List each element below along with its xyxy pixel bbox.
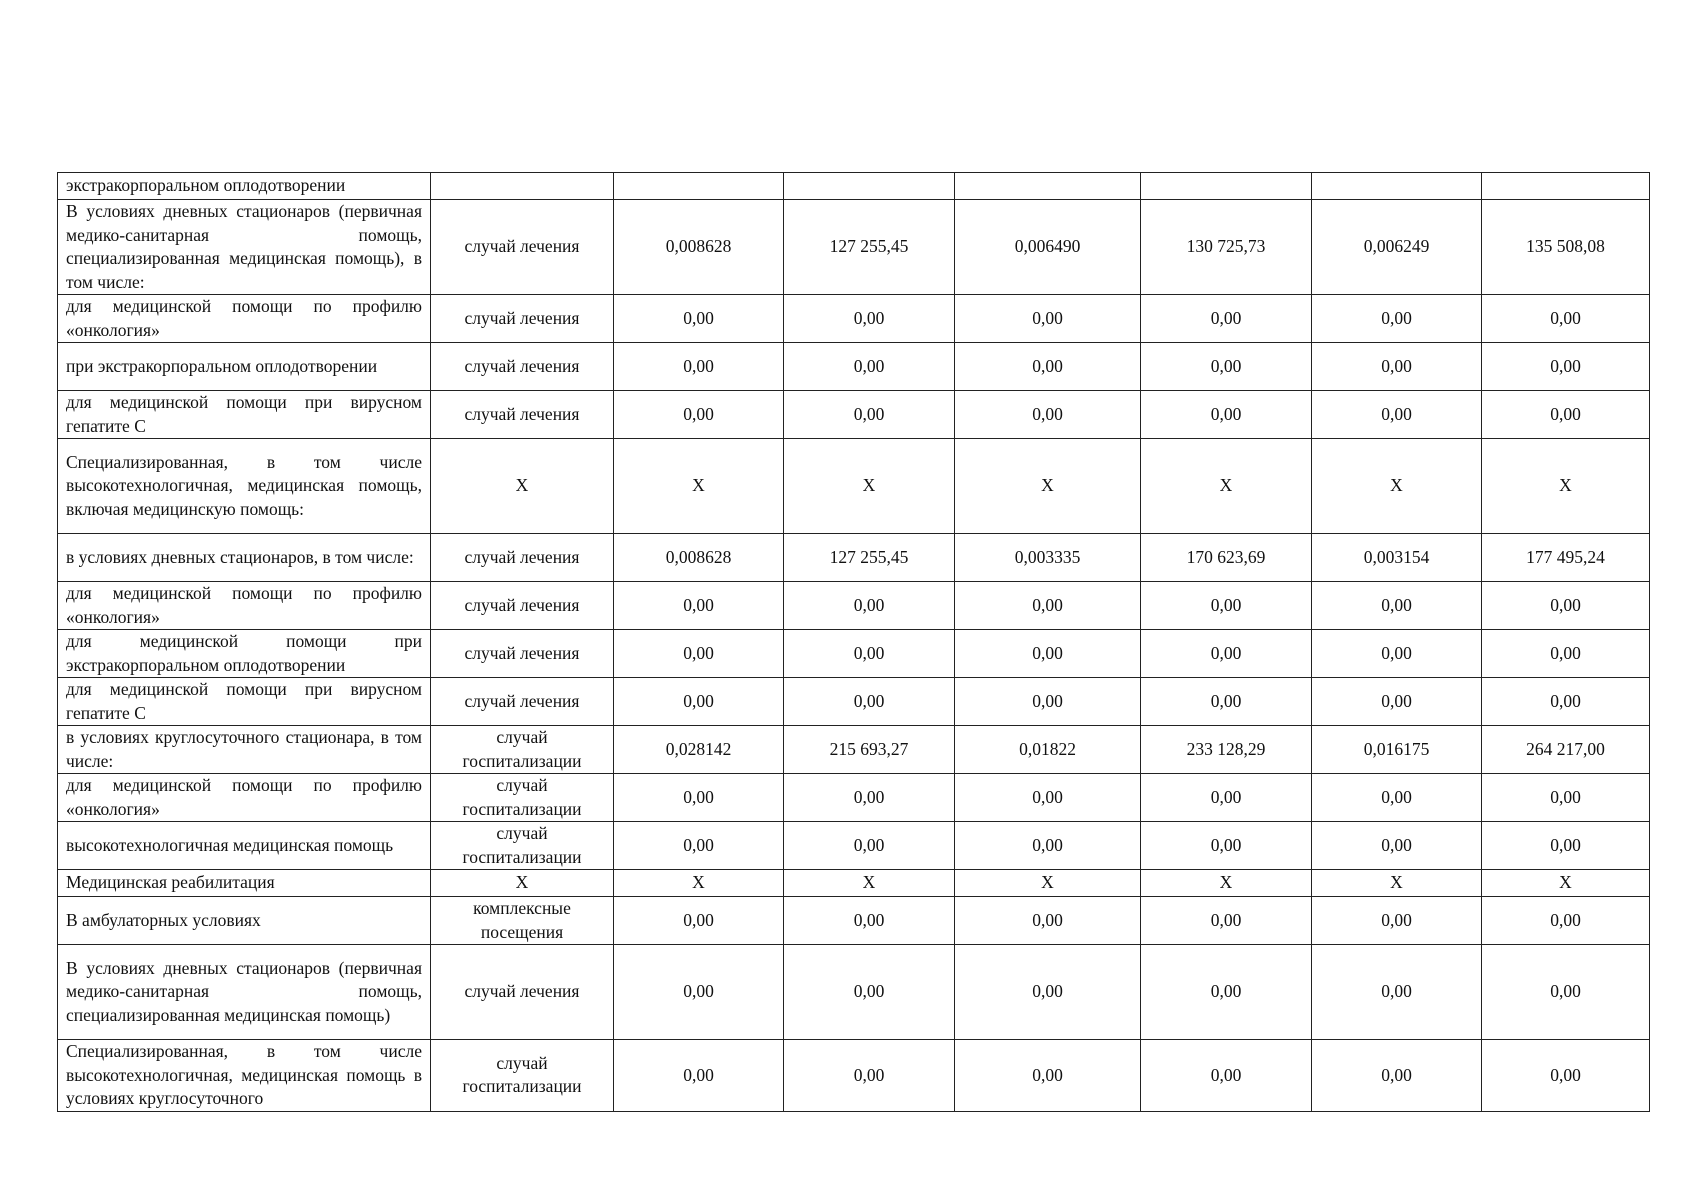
value-cell: 0,00 [1312, 343, 1482, 391]
table-row [58, 774, 1650, 822]
value-cell: 0,00 [614, 822, 784, 870]
row-label: в условиях дневных стационаров, в том числе: [58, 534, 431, 582]
value-cell: Х [1141, 870, 1312, 897]
value-cell [1312, 173, 1482, 200]
value-cell: 0,00 [1141, 343, 1312, 391]
value-cell [955, 173, 1141, 200]
row-label: Медицинская реабилитация [58, 870, 431, 897]
data-table [57, 172, 1650, 1112]
value-cell: 0,00 [1482, 391, 1650, 439]
value-cell: 0,00 [1141, 678, 1312, 726]
value-cell: 0,00 [784, 1040, 955, 1112]
value-cell: 0,00 [955, 295, 1141, 343]
value-cell [1482, 173, 1650, 200]
value-cell: 0,00 [614, 391, 784, 439]
value-cell: 0,008628 [614, 200, 784, 295]
value-cell: 0,00 [784, 774, 955, 822]
table-row [58, 1040, 1650, 1112]
value-cell: 0,00 [784, 343, 955, 391]
value-cell: 0,003154 [1312, 534, 1482, 582]
row-label: при экстракорпоральном оплодотворении [58, 343, 431, 391]
row-unit: случай лечения [431, 945, 614, 1040]
value-cell [784, 173, 955, 200]
table-row [58, 897, 1650, 945]
table-row [58, 870, 1650, 897]
row-label: для медицинской помощи по профилю «онкология» [58, 582, 431, 630]
value-cell: 127 255,45 [784, 200, 955, 295]
value-cell: 0,00 [1312, 822, 1482, 870]
table-row [58, 439, 1650, 534]
value-cell: 0,00 [955, 391, 1141, 439]
value-cell: 0,00 [784, 897, 955, 945]
value-cell: 264 217,00 [1482, 726, 1650, 774]
value-cell: 0,00 [1141, 945, 1312, 1040]
value-cell: 135 508,08 [1482, 200, 1650, 295]
row-label: высокотехнологичная медицинская помощь [58, 822, 431, 870]
value-cell: 0,00 [955, 945, 1141, 1040]
value-cell: Х [1312, 439, 1482, 534]
table-row [58, 173, 1650, 200]
row-unit: случай лечения [431, 295, 614, 343]
row-label: в условиях круглосуточного стационара, в том числе: [58, 726, 431, 774]
value-cell: 0,00 [614, 630, 784, 678]
row-unit: случай лечения [431, 200, 614, 295]
row-label: для медицинской помощи при вирусном гепатите С [58, 678, 431, 726]
value-cell: 0,00 [1482, 822, 1650, 870]
value-cell: 130 725,73 [1141, 200, 1312, 295]
row-unit: случай лечения [431, 582, 614, 630]
table-row [58, 343, 1650, 391]
value-cell: 0,00 [955, 343, 1141, 391]
value-cell: Х [784, 870, 955, 897]
value-cell: 0,00 [1312, 1040, 1482, 1112]
value-cell: 0,00 [784, 678, 955, 726]
value-cell: 0,00 [1141, 774, 1312, 822]
value-cell: 0,00 [1141, 630, 1312, 678]
table-row [58, 630, 1650, 678]
row-unit [431, 173, 614, 200]
value-cell: Х [614, 439, 784, 534]
table-body [58, 173, 1650, 1112]
row-unit: случай госпитализации [431, 822, 614, 870]
value-cell: 0,00 [1141, 391, 1312, 439]
value-cell: 0,003335 [955, 534, 1141, 582]
value-cell: 0,00 [1482, 582, 1650, 630]
value-cell: 0,00 [1312, 295, 1482, 343]
value-cell: 0,00 [614, 897, 784, 945]
value-cell: 0,00 [955, 582, 1141, 630]
value-cell: 0,00 [1312, 945, 1482, 1040]
value-cell: 0,00 [1312, 897, 1482, 945]
row-unit: Х [431, 870, 614, 897]
value-cell: 0,00 [1312, 774, 1482, 822]
value-cell: Х [1141, 439, 1312, 534]
value-cell: Х [955, 439, 1141, 534]
row-label: Специализированная, в том числе высокотехнологичная, медицинская помощь в условиях круглосуточного [58, 1040, 431, 1112]
row-label: для медицинской помощи при экстракорпоральном оплодотворении [58, 630, 431, 678]
row-unit: Х [431, 439, 614, 534]
value-cell [614, 173, 784, 200]
table-row [58, 582, 1650, 630]
value-cell: 0,00 [614, 678, 784, 726]
value-cell: 0,00 [1482, 343, 1650, 391]
value-cell: 0,00 [1312, 678, 1482, 726]
table-row [58, 200, 1650, 295]
value-cell: 0,00 [784, 295, 955, 343]
value-cell: 0,00 [1482, 897, 1650, 945]
value-cell: Х [955, 870, 1141, 897]
table-row [58, 534, 1650, 582]
row-unit: случай лечения [431, 630, 614, 678]
row-label: В амбулаторных условиях [58, 897, 431, 945]
row-unit: случай госпитализации [431, 1040, 614, 1112]
table-row [58, 945, 1650, 1040]
value-cell: Х [1482, 439, 1650, 534]
value-cell: 0,00 [614, 1040, 784, 1112]
value-cell: 0,00 [614, 774, 784, 822]
value-cell: 0,00 [1482, 774, 1650, 822]
value-cell: 0,00 [1482, 295, 1650, 343]
value-cell: 0,00 [1312, 630, 1482, 678]
row-label: В условиях дневных стационаров (первичная медико-санитарная помощь, специализированная медицинская помощь), в том числе: [58, 200, 431, 295]
value-cell: Х [614, 870, 784, 897]
row-unit: случай лечения [431, 391, 614, 439]
value-cell: 177 495,24 [1482, 534, 1650, 582]
value-cell: 0,00 [1482, 1040, 1650, 1112]
value-cell: 0,00 [955, 897, 1141, 945]
value-cell: 0,00 [1141, 822, 1312, 870]
row-unit: случай лечения [431, 678, 614, 726]
value-cell: 0,00 [784, 822, 955, 870]
value-cell: 0,00 [955, 822, 1141, 870]
row-label: В условиях дневных стационаров (первичная медико-санитарная помощь, специализированная медицинская помощь) [58, 945, 431, 1040]
row-label: для медицинской помощи при вирусном гепатите С [58, 391, 431, 439]
value-cell: 0,00 [955, 774, 1141, 822]
value-cell: 170 623,69 [1141, 534, 1312, 582]
value-cell: 0,00 [614, 295, 784, 343]
value-cell: 127 255,45 [784, 534, 955, 582]
row-unit: комплексные посещения [431, 897, 614, 945]
value-cell: 0,016175 [1312, 726, 1482, 774]
value-cell: 0,00 [784, 391, 955, 439]
row-label: для медицинской помощи по профилю «онкология» [58, 774, 431, 822]
value-cell: 0,00 [1482, 945, 1650, 1040]
row-unit: случай госпитализации [431, 726, 614, 774]
value-cell: 0,00 [784, 630, 955, 678]
row-unit: случай лечения [431, 534, 614, 582]
value-cell: 0,01822 [955, 726, 1141, 774]
value-cell: 0,00 [1482, 630, 1650, 678]
value-cell: 0,00 [784, 945, 955, 1040]
value-cell: 233 128,29 [1141, 726, 1312, 774]
value-cell: 0,00 [1141, 295, 1312, 343]
row-label: для медицинской помощи по профилю «онкология» [58, 295, 431, 343]
row-label: экстракорпоральном оплодотворении [58, 173, 431, 200]
row-unit: случай госпитализации [431, 774, 614, 822]
value-cell: Х [784, 439, 955, 534]
value-cell: 0,00 [614, 945, 784, 1040]
value-cell: 0,00 [1312, 391, 1482, 439]
value-cell [1141, 173, 1312, 200]
value-cell: 0,008628 [614, 534, 784, 582]
value-cell: 0,00 [1312, 582, 1482, 630]
row-label: Специализированная, в том числе высокотехнологичная, медицинская помощь, включая медицинскую помощь: [58, 439, 431, 534]
row-unit: случай лечения [431, 343, 614, 391]
value-cell: 0,00 [1141, 582, 1312, 630]
value-cell: 0,006249 [1312, 200, 1482, 295]
value-cell: 0,00 [614, 582, 784, 630]
value-cell: 0,00 [614, 343, 784, 391]
value-cell: 0,00 [955, 630, 1141, 678]
value-cell: Х [1482, 870, 1650, 897]
value-cell: 0,00 [955, 1040, 1141, 1112]
table-row [58, 391, 1650, 439]
value-cell: 0,00 [1141, 1040, 1312, 1112]
value-cell: 215 693,27 [784, 726, 955, 774]
value-cell: 0,00 [1482, 678, 1650, 726]
table-row [58, 295, 1650, 343]
table-row [58, 726, 1650, 774]
value-cell: Х [1312, 870, 1482, 897]
value-cell: 0,028142 [614, 726, 784, 774]
value-cell: 0,00 [1141, 897, 1312, 945]
table-row [58, 822, 1650, 870]
table-row [58, 678, 1650, 726]
value-cell: 0,00 [955, 678, 1141, 726]
value-cell: 0,00 [784, 582, 955, 630]
value-cell: 0,006490 [955, 200, 1141, 295]
